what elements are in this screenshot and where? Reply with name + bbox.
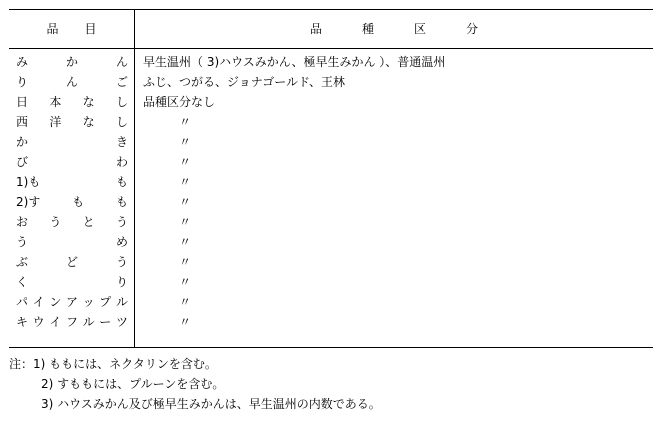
row-variety-pineapple: 〃 bbox=[179, 295, 192, 309]
row-item-kaki: か き bbox=[16, 135, 128, 149]
footnote-3: 3) ハウスみかん及び極早生みかんは、早生温州の内数である。 bbox=[41, 397, 381, 411]
column-divider bbox=[134, 10, 135, 347]
row-variety-kuri: 〃 bbox=[179, 275, 192, 289]
row-item-momo: 1)も も bbox=[16, 175, 128, 189]
variety-table bbox=[9, 9, 653, 348]
row-variety-momo: 〃 bbox=[179, 175, 192, 189]
row-item-sumomo: 2)す も も bbox=[16, 195, 128, 209]
row-variety-sumomo: 〃 bbox=[179, 195, 192, 209]
row-variety-outou: 〃 bbox=[179, 215, 192, 229]
row-variety-ringo: ふじ、つがる、ジョナゴールド、王林 bbox=[143, 75, 345, 89]
row-variety-kiwifruit: 〃 bbox=[179, 315, 192, 329]
row-item-nihon-nashi: 日 本 な し bbox=[16, 95, 128, 109]
item-column-header: 品目 bbox=[46, 22, 123, 36]
row-item-biwa: び わ bbox=[16, 155, 128, 169]
notes-prefix: 注： bbox=[9, 357, 34, 371]
row-item-kuri: く り bbox=[16, 275, 128, 289]
header-divider bbox=[9, 48, 653, 49]
row-item-budou: ぶ ど う bbox=[16, 255, 128, 269]
row-item-ringo: り ん ご bbox=[16, 75, 128, 89]
row-variety-nihon-nashi: 品種区分なし bbox=[143, 95, 216, 109]
row-variety-biwa: 〃 bbox=[179, 155, 192, 169]
footnote-1: 1) ももには、ネクタリンを含む。 bbox=[33, 357, 217, 371]
row-variety-mikan: 早生温州（ 3)ハウスみかん、極早生みかん ）、普通温州 bbox=[143, 55, 446, 69]
row-variety-kaki: 〃 bbox=[179, 135, 192, 149]
row-item-ume: う め bbox=[16, 235, 128, 249]
row-variety-seiyou-nashi: 〃 bbox=[179, 115, 192, 129]
row-item-pineapple: パ イ ン ア ッ プ ル bbox=[16, 295, 128, 309]
row-item-kiwifruit: キ ウ イ フ ル ー ツ bbox=[16, 315, 128, 329]
variety-column-header: 品種区分 bbox=[309, 22, 518, 36]
row-item-outou: お う と う bbox=[16, 215, 128, 229]
row-variety-ume: 〃 bbox=[179, 235, 192, 249]
row-item-mikan: み か ん bbox=[16, 55, 128, 69]
row-item-seiyou-nashi: 西 洋 な し bbox=[16, 115, 128, 129]
row-variety-budou: 〃 bbox=[179, 255, 192, 269]
footnote-2: 2) すももには、プルーンを含む。 bbox=[41, 377, 225, 391]
